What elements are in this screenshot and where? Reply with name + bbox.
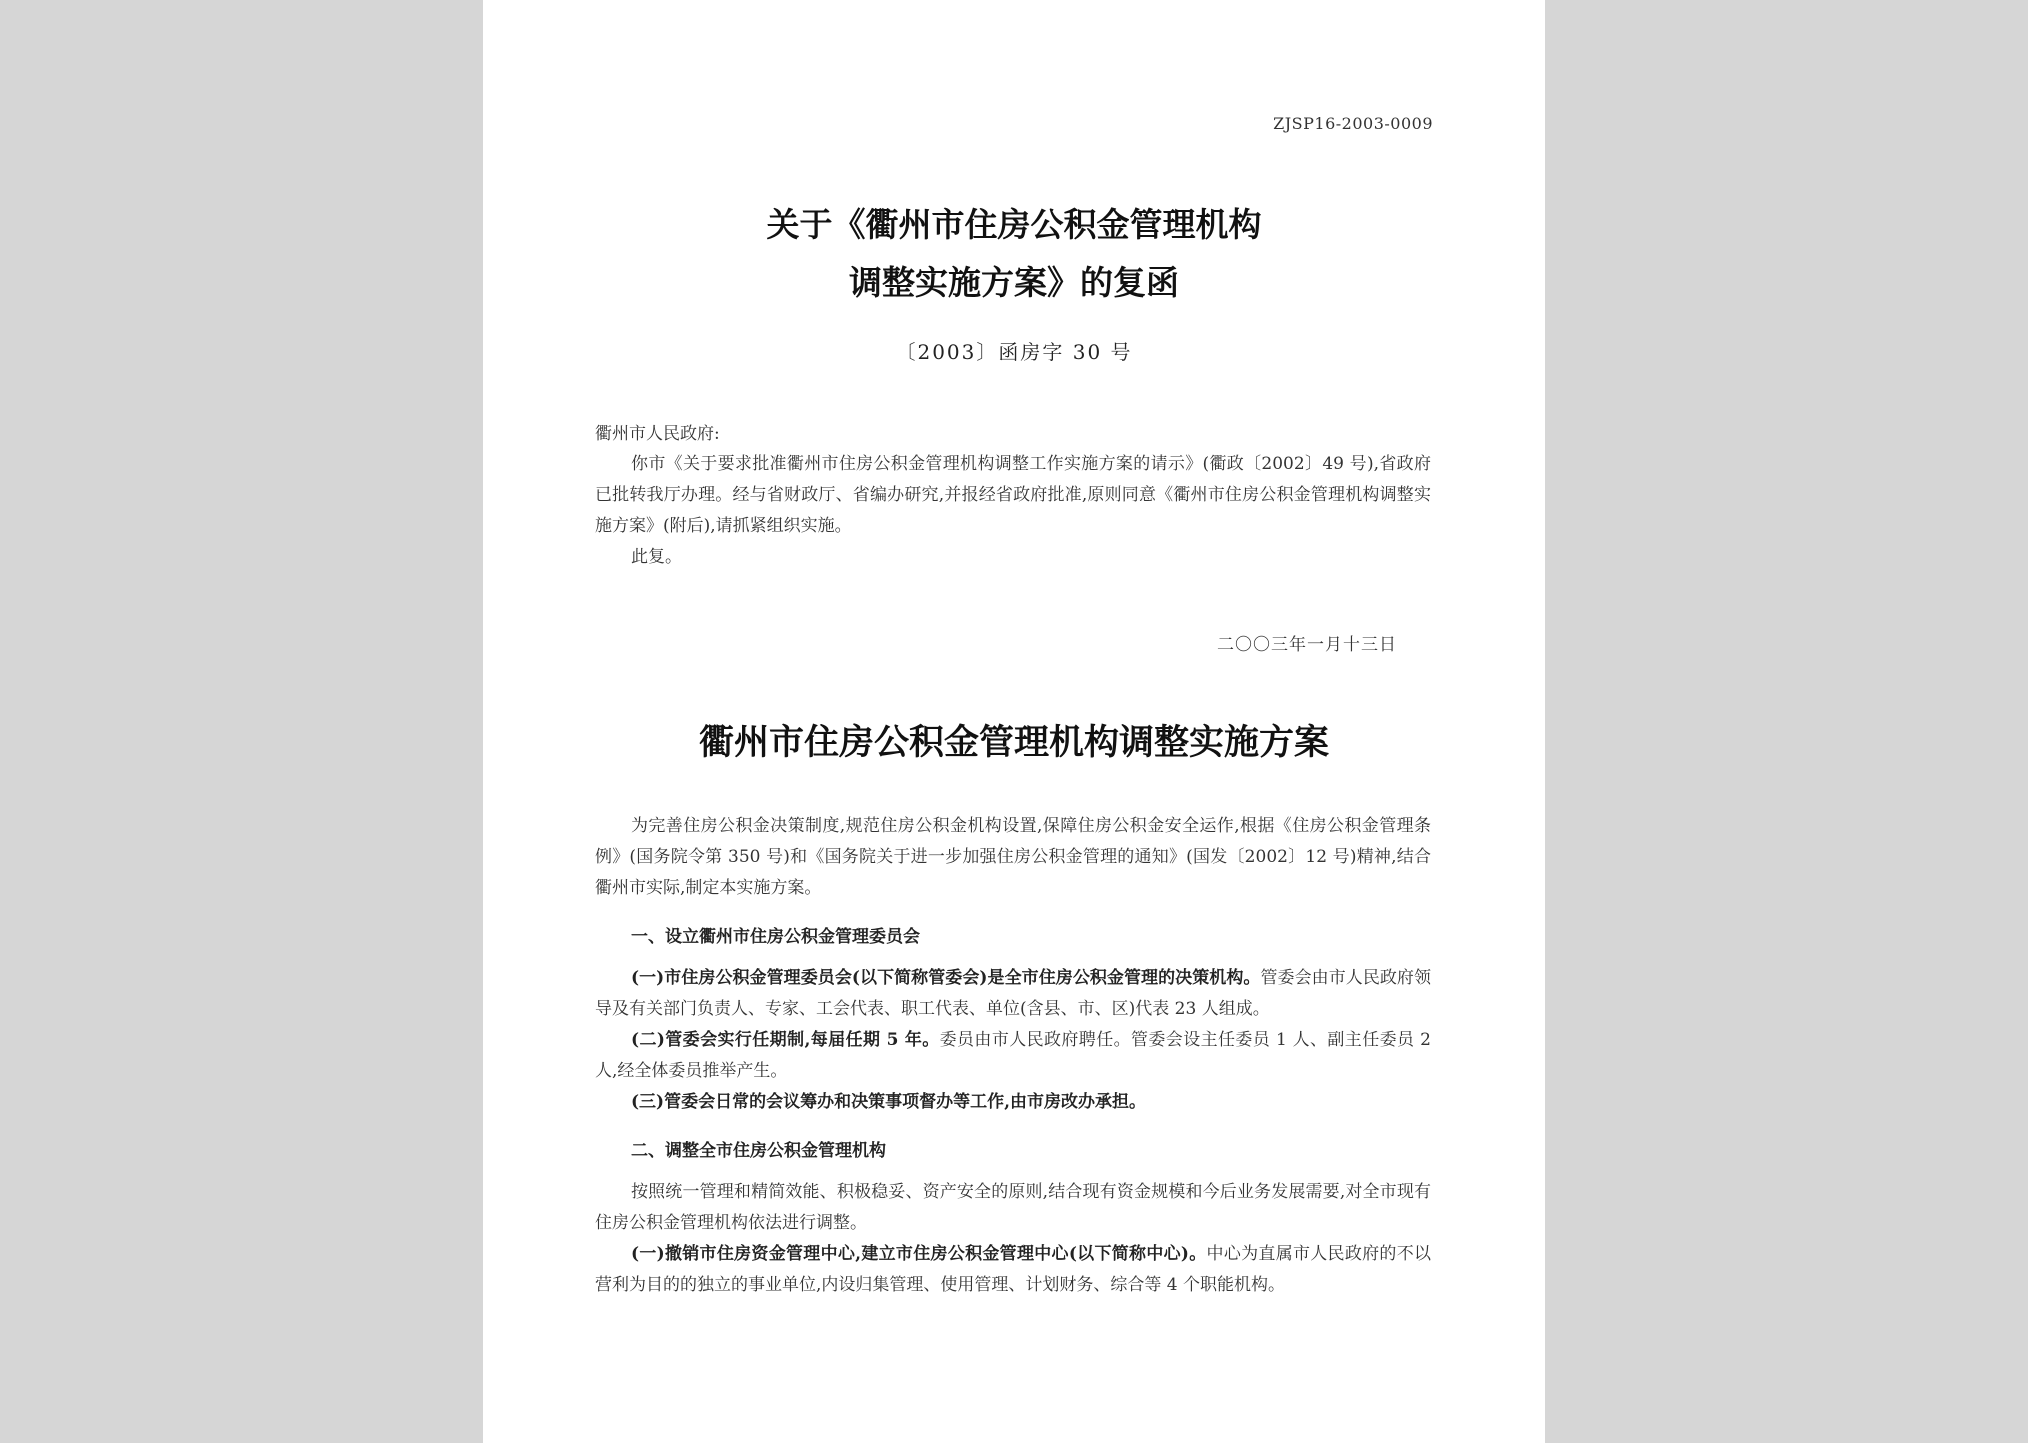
section-1-item-1-rest: 管委会由市人民政府领导及有关部门负责人、专家、工会代表、职工代表、单位(含县、市、区)代表 23 人组成。 [595, 968, 1431, 1019]
section-1-heading: 一、设立衢州市住房公积金管理委员会 [631, 927, 920, 947]
section-1-item-3 [595, 1087, 1431, 1118]
addressee: 衢州市人民政府: [595, 424, 720, 444]
section-2-item-1-lead: (一)撤销市住房资金管理中心,建立市住房公积金管理中心(以下简称中心)。 [631, 1244, 1207, 1264]
reply-title-line-2: 调整实施方案》的复函 [849, 263, 1179, 302]
section-2-heading: 二、调整全市住房公积金管理机构 [631, 1141, 886, 1161]
section-1-item-2 [595, 1025, 1431, 1087]
section-1-item-3-text: (三)管委会日常的会议筹办和决策事项督办等工作,由市房改办承担。 [631, 1092, 1147, 1112]
section-2-paragraph: 按照统一管理和精简效能、积极稳妥、资产安全的原则,结合现有资金规模和今后业务发展需要,对全市现有住房公积金管理机构依法进行调整。 [595, 1182, 1431, 1233]
section-1-item-2-lead: (二)管委会实行任期制,每届任期 5 年。 [631, 1030, 940, 1050]
section-1-item-2-rest: 委员由市人民政府聘任。管委会设主任委员 1 人、副主任委员 2 人,经全体委员推举产生。 [595, 1030, 1431, 1081]
plan-title: 衢州市住房公积金管理机构调整实施方案 [698, 722, 1329, 763]
reply-date: 二〇〇三年一月十三日 [1217, 635, 1397, 655]
document-page [483, 0, 1545, 1443]
reply-title-line-1: 关于《衢州市住房公积金管理机构 [766, 205, 1262, 244]
reply-body-paragraph: 你市《关于要求批准衢州市住房公积金管理机构调整工作实施方案的请示》(衢政〔2002〕49 号),省政府已批转我厅办理。经与省财政厅、省编办研究,并报经省政府批准,原则同意《衢州市住房公积金管理机构调整实施方案》(附后),请抓紧组织实施。 [595, 454, 1431, 536]
document-number: 〔2003〕函房字 30 号 [895, 340, 1133, 364]
section-1-item-1 [595, 963, 1431, 1025]
section-2-item-1-rest: 中心为直属市人民政府的不以营利为目的的独立的事业单位,内设归集管理、使用管理、计划财务、综合等 4 个职能机构。 [595, 1244, 1432, 1295]
intro-paragraph: 为完善住房公积金决策制度,规范住房公积金机构设置,保障住房公积金安全运作,根据《住房公积金管理条例》(国务院令第 350 号)和《国务院关于进一步加强住房公积金管理的通知》(国发〔2002〕12 号)精神,结合衢州市实际,制定本实施方案。 [595, 816, 1431, 898]
document-id: ZJSP16-2003-0009 [1273, 114, 1433, 133]
section-1-item-1-lead: (一)市住房公积金管理委员会(以下简称管委会)是全市住房公积金管理的决策机构。 [631, 968, 1261, 988]
closing-text: 此复。 [631, 547, 682, 567]
section-2-item-1 [595, 1239, 1431, 1301]
